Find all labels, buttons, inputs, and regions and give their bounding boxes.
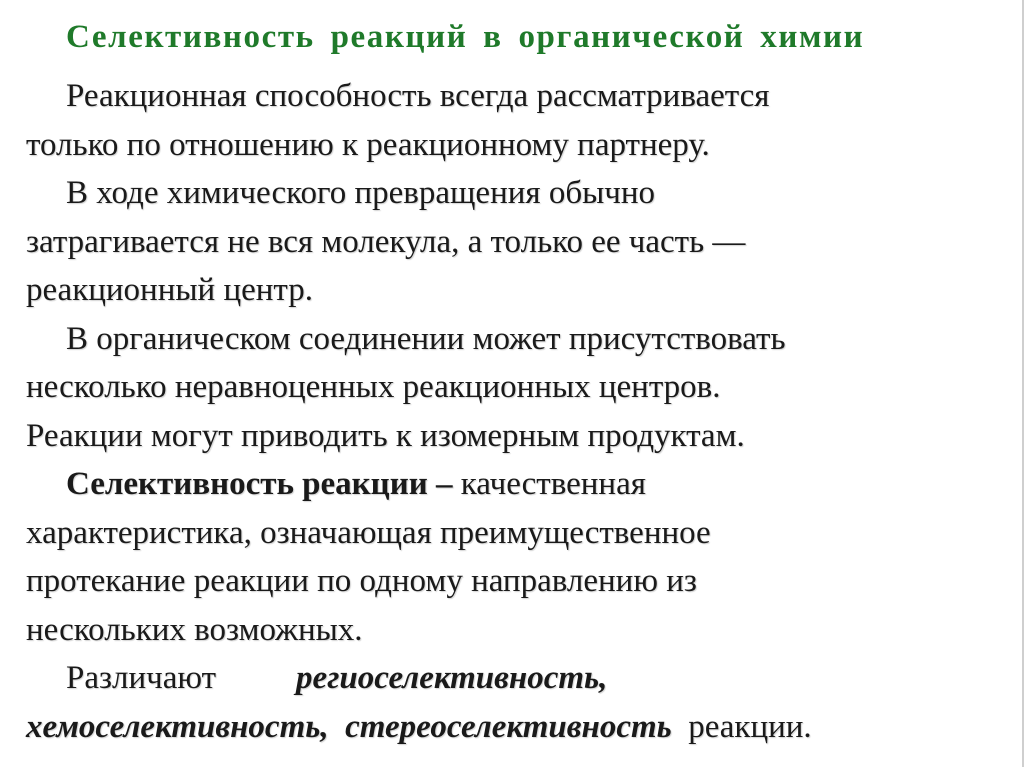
- p1-line1: Реакционная способность всегда рассматривается: [66, 78, 770, 114]
- p3-line1: В органическом соединении может присутствовать: [66, 320, 786, 357]
- p4-line4: нескольких возможных.: [26, 611, 363, 648]
- p4-line3: протекание реакции по одному направлению из: [26, 563, 697, 599]
- p2-line2: затрагивается не вся молекула, а только ее часть —: [26, 223, 746, 260]
- chemoselectivity-term: хемоселективность,: [26, 708, 329, 745]
- p1-line2: только по отношению к реакционному партнеру.: [26, 126, 710, 163]
- p3-line3: Реакции могут приводить к изомерным продуктам.: [26, 417, 745, 454]
- regioselectivity-term: региоселективность,: [296, 660, 608, 696]
- p2-line1: В ходе химического превращения обычно: [66, 175, 656, 211]
- p5-line2: [26, 703, 986, 752]
- p3-line2: несколько неравноценных реакционных центров.: [26, 369, 721, 405]
- slide-body: [26, 72, 986, 751]
- stereoselectivity-term: стереоселективность: [345, 708, 672, 745]
- selectivity-term: Селективность реакции –: [66, 466, 453, 502]
- p2-line3: реакционный центр.: [26, 272, 313, 308]
- slide-title: Селективность реакций в органической химии: [66, 19, 865, 55]
- p4-line1: [26, 460, 986, 509]
- p4-line2: характеристика, означающая преимущественное: [26, 514, 711, 551]
- p4-line1-rest: качественная: [452, 466, 646, 502]
- p5-line1: [26, 654, 986, 703]
- p5-tail: реакции.: [688, 708, 812, 745]
- p5-lead: Различают: [66, 660, 217, 696]
